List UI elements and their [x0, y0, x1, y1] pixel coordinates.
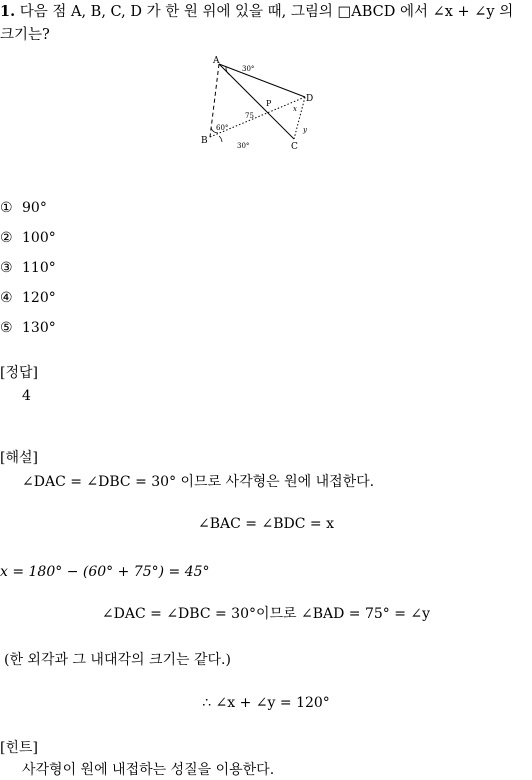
- choice-1[interactable]: ① 90°: [0, 200, 47, 216]
- explanation-heading: [해설]: [0, 450, 38, 466]
- explanation-line-3: x = 180° − (60° + 75°) = 45°: [0, 564, 210, 580]
- answer-value: 4: [22, 388, 31, 404]
- choice-3[interactable]: ③ 110°: [0, 260, 56, 276]
- label-angle-b-top: 60°: [216, 124, 229, 132]
- arc-b-lower: [219, 136, 222, 142]
- quadrilateral-figure: [198, 52, 324, 152]
- question-number: 1.: [0, 3, 16, 20]
- answer-heading: [정답]: [0, 365, 38, 381]
- question-line-1: 다음 점 A, B, C, D 가 한 원 위에 있을 때, 그림의 □ABCD 에서 ∠x + ∠y 의: [19, 4, 514, 20]
- explanation-line-1: ∠DAC = ∠DBC = 30° 이므로 사각형은 원에 내접한다.: [22, 474, 375, 490]
- label-x: x: [293, 105, 297, 113]
- choice-2[interactable]: ② 100°: [0, 230, 56, 246]
- label-b: B: [201, 136, 208, 146]
- explanation-line-5: (한 외각과 그 내대각의 크기는 같다.): [4, 652, 231, 668]
- label-y: y: [303, 126, 307, 134]
- question-line-2: 크기는?: [0, 27, 50, 43]
- choice-4[interactable]: ④ 120°: [0, 290, 56, 306]
- label-p: P: [266, 99, 272, 108]
- label-a: A: [213, 56, 220, 66]
- label-d: D: [306, 94, 314, 104]
- hint-text: 사각형이 원에 내접하는 성질을 이용한다.: [22, 762, 275, 778]
- explanation-line-4: ∠DAC = ∠DBC = 30°이므로 ∠BAD = 75° = ∠y: [101, 606, 431, 622]
- label-angle-p: 75: [245, 112, 254, 120]
- choice-5[interactable]: ⑤ 130°: [0, 320, 56, 336]
- hint-heading: [힌트]: [0, 740, 38, 756]
- side-ad: [219, 64, 305, 97]
- explanation-line-6: ∴ ∠x + ∠y = 120°: [202, 695, 330, 711]
- diagonal-ac: [219, 64, 294, 139]
- label-angle-a: 30°: [242, 65, 255, 73]
- explanation-line-2: ∠BAC = ∠BDC = x: [198, 516, 334, 532]
- question-text: [0, 0, 528, 47]
- label-angle-b-bottom: 30°: [237, 142, 250, 150]
- label-c: C: [291, 142, 298, 152]
